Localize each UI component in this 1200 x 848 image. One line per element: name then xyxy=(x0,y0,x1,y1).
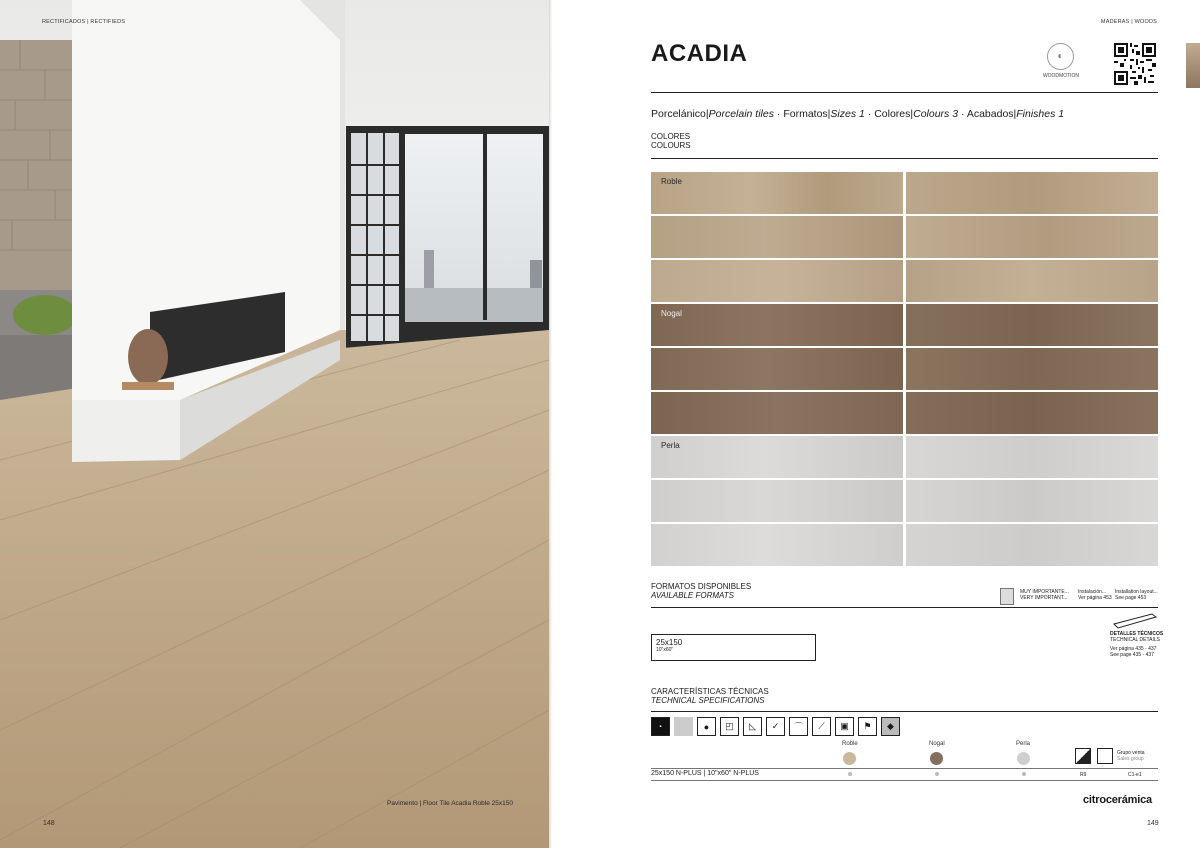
formats-label-en: Sizes 1 xyxy=(830,108,865,120)
section-tab-marker xyxy=(1186,43,1200,88)
tile-nogal-6 xyxy=(906,392,1158,434)
tile-name-roble: Roble xyxy=(661,177,682,186)
tile-perla-5 xyxy=(651,524,903,566)
photo-caption: Pavimento | Floor Tile Acadia Roble 25x150 xyxy=(387,800,513,807)
tile-roble-3 xyxy=(651,216,903,258)
availability-dot-roble xyxy=(848,772,852,776)
tile-nogal-3 xyxy=(651,348,903,390)
tile-nogal-2 xyxy=(906,304,1158,346)
tech-details-note: DETALLES TÉCNICOS TECHNICAL DETAILS Ver página 435 - 437 See page 435 - 437 xyxy=(1110,631,1164,658)
frost-resistance-icon: ● xyxy=(697,717,716,736)
brand-logo: citrocerámica xyxy=(1083,794,1152,806)
floor-use-icon: ✓ xyxy=(766,717,785,736)
classification-icon xyxy=(1097,748,1113,764)
woodmotion-logo xyxy=(1047,43,1074,70)
format-main-label: 25x150 xyxy=(656,638,683,647)
tile-name-nogal: Nogal xyxy=(661,309,682,318)
tile-perla-6 xyxy=(906,524,1158,566)
interior-photo xyxy=(0,0,549,848)
colours-section-label: COLORES COLOURS xyxy=(651,132,691,150)
availability-dot-nogal xyxy=(935,772,939,776)
title-rule xyxy=(651,92,1158,93)
specs-section-label: CARACTERÍSTICAS TÉCNICAS TECHNICAL SPECIFICATIONS xyxy=(651,687,769,705)
spec-row-format: 25x150 N-PLUS | 10"x60" N-PLUS xyxy=(651,770,759,777)
tile-nogal-1 xyxy=(651,304,903,346)
page-spine xyxy=(549,0,552,848)
tile-nogal-4 xyxy=(906,348,1158,390)
formats-rule xyxy=(651,607,1158,608)
important-note-icon xyxy=(1000,588,1014,605)
colours-rule xyxy=(651,158,1158,159)
swatch-perla xyxy=(1017,752,1030,765)
shade-variation-icon: ◆ xyxy=(881,717,900,736)
spec-value-r9: R9 xyxy=(1080,772,1087,778)
tile-roble-2 xyxy=(906,172,1158,214)
left-page-header: RECTIFICADOS | RECTIFIEDS xyxy=(42,19,126,25)
stain-resistance-icon: ⟋ xyxy=(812,717,831,736)
sales-group-note: Grupo venta Sales group xyxy=(1117,750,1145,762)
tile-roble-4 xyxy=(906,216,1158,258)
tile-name-perla: Perla xyxy=(661,441,680,450)
finishes-label-en: Finishes 1 xyxy=(1016,108,1065,120)
swatch-label-nogal: Nogal xyxy=(929,741,945,747)
slip-class-icon xyxy=(1075,748,1091,764)
formats-label: Formatos xyxy=(783,108,828,120)
format-imperial-label: 10"x60" xyxy=(656,647,674,653)
tile-perla-4 xyxy=(906,480,1158,522)
format-25x150-box xyxy=(651,634,816,661)
install-note-es: Instalación... Ver página 453 xyxy=(1078,589,1112,601)
spec-row-rule-bottom xyxy=(651,780,1158,781)
important-note: MUY IMPORTANTE... VERY IMPORTANT... xyxy=(1020,589,1069,601)
tile-perla-1 xyxy=(651,436,903,478)
right-page-header: MADERAS | WOODS xyxy=(1100,19,1157,25)
colors-label: Colores xyxy=(874,108,911,120)
swatch-label-roble: Roble xyxy=(842,741,858,747)
rectified-edge-icon: ◺ xyxy=(743,717,762,736)
specs-rule xyxy=(651,711,1158,712)
body-colour-icon xyxy=(674,717,693,736)
tile-perla-3 xyxy=(651,480,903,522)
spec-row-rule-top xyxy=(651,768,1158,769)
chemical-icon: ▣ xyxy=(835,717,854,736)
colour-tiles-grid xyxy=(651,172,1158,568)
swatch-roble xyxy=(843,752,856,765)
porcelain-label-en: Porcelain tiles xyxy=(708,108,774,120)
formats-section-label: FORMATOS DISPONIBLES AVAILABLE FORMATS xyxy=(651,582,752,600)
tile-nogal-5 xyxy=(651,392,903,434)
tile-roble-1 xyxy=(651,172,903,214)
tile-roble-6 xyxy=(906,260,1158,302)
woodmotion-logo-text: WOODMOTION xyxy=(1042,73,1080,79)
tile-perla-2 xyxy=(906,436,1158,478)
logo-mark-icon: ◐ xyxy=(1057,51,1064,62)
porcelain-label: Porcelánico xyxy=(651,108,706,120)
right-page-number: 149 xyxy=(1147,820,1159,827)
colors-label-en: Colours 3 xyxy=(913,108,959,120)
dimension-icon: ◰ xyxy=(720,717,739,736)
slip-resistance-icon: ⚑ xyxy=(858,717,877,736)
swatch-label-perla: Perla xyxy=(1016,741,1031,747)
product-facts-line: Porcelánico|Porcelain tiles · Formatos|Sizes 1 · Colores|Colours 3 · Acabados|Finishes 1 xyxy=(651,108,1065,120)
abrasion-icon: ⌒ xyxy=(789,717,808,736)
tile-profile-icon xyxy=(1112,612,1158,630)
product-title: ACADIA xyxy=(651,40,748,67)
porcelain-type-icon: ▪ xyxy=(651,717,670,736)
spec-value-class: C1-e1 xyxy=(1128,772,1142,778)
finishes-label: Acabados xyxy=(966,108,1014,120)
tile-roble-5 xyxy=(651,260,903,302)
living-room-illustration xyxy=(0,0,549,848)
swatch-nogal xyxy=(930,752,943,765)
qr-code-icon xyxy=(1114,43,1156,85)
left-page-number: 148 xyxy=(43,820,55,827)
install-note-en: Installation layout... See page 453 xyxy=(1115,589,1158,601)
spec-icons-row xyxy=(651,717,900,736)
availability-dot-perla xyxy=(1022,772,1026,776)
